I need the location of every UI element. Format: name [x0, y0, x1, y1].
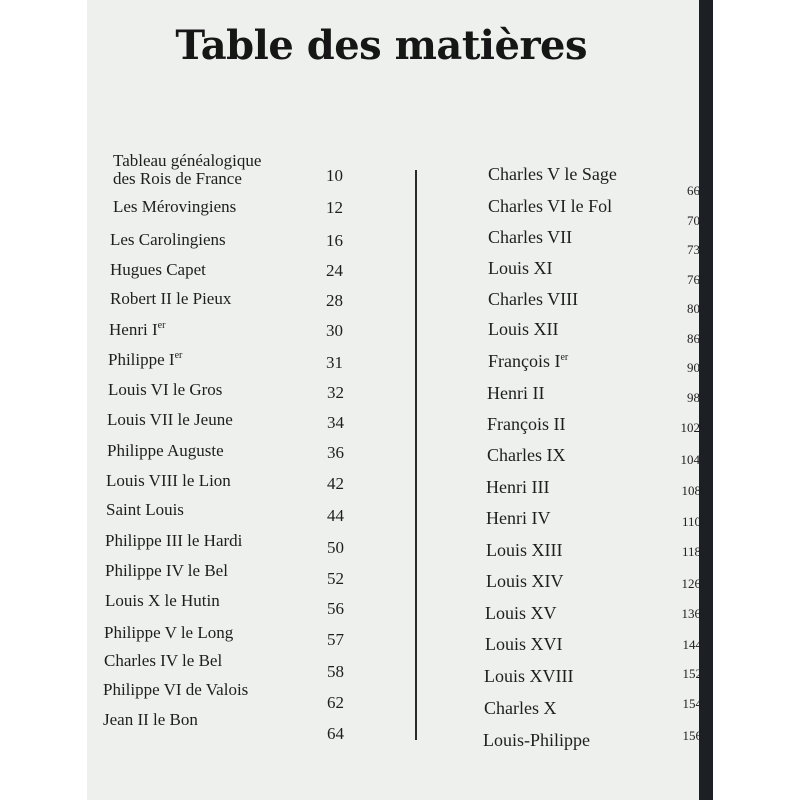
toc-entry-title: [488, 320, 559, 338]
column-divider: [415, 170, 417, 740]
toc-entry-label: Charles V le Sage: [488, 164, 617, 184]
toc-entry-label: Charles VIII: [488, 289, 579, 309]
toc-page-number: 12: [326, 198, 343, 217]
toc-entry-label: Jean II le Bon: [103, 710, 198, 729]
toc-page-number: 32: [327, 383, 344, 402]
toc-page-number: 86: [687, 331, 700, 346]
ordinal-superscript: er: [560, 352, 569, 363]
toc-entry-title: [103, 681, 248, 699]
toc-page-number: 90: [687, 360, 700, 375]
toc-page-number: 156: [682, 728, 702, 743]
toc-page-number: 52: [327, 569, 344, 588]
toc-page-number: 62: [327, 693, 344, 712]
toc-entry-label: Philippe VI de Valois: [103, 680, 249, 699]
toc-page-number: 64: [327, 724, 344, 743]
toc-entry-label: Louis X le Hutin: [105, 591, 220, 610]
toc-entry-title: [103, 711, 198, 729]
toc-entry-title: [105, 592, 220, 610]
toc-entry-label: Louis XI: [488, 258, 553, 278]
toc-entry-title: [488, 165, 617, 183]
toc-entry-label: Robert II le Pieux: [110, 289, 232, 308]
toc-entry-label: Louis XVIII: [484, 666, 574, 686]
toc-entry-title: [105, 532, 242, 550]
toc-entry-title: [485, 635, 563, 653]
toc-entry-title: [487, 415, 565, 433]
toc-entry-label: Louis XIV: [486, 571, 564, 591]
ordinal-superscript: er: [157, 320, 166, 331]
toc-entry-title: [484, 667, 573, 685]
toc-entry-label: Hugues Capet: [110, 260, 206, 279]
toc-page-number: 104: [680, 452, 700, 467]
toc-entry-title: [488, 352, 568, 370]
toc-entry-label: Les Mérovingiens: [113, 197, 237, 216]
toc-page-number: 58: [327, 662, 344, 681]
toc-page-number: 108: [681, 483, 701, 498]
toc-page-number: 50: [327, 538, 344, 557]
toc-page-number: 144: [682, 637, 702, 652]
toc-entry-title: [104, 624, 233, 642]
toc-entry-title: [113, 198, 236, 216]
toc-page-number: 36: [327, 443, 344, 462]
toc-page-number: 24: [326, 261, 343, 280]
toc-page-number: 154: [682, 696, 702, 711]
toc-entry-label: Charles IX: [487, 445, 566, 465]
toc-entry-label: Les Carolingiens: [110, 230, 226, 249]
toc-entry-label: Charles IV le Bel: [104, 651, 223, 670]
toc-entry-title: [107, 442, 224, 460]
toc-entry-label: Henri IV: [486, 508, 551, 528]
toc-entry-label: François I: [488, 351, 561, 371]
toc-page-number: 44: [327, 506, 344, 525]
toc-page-number: 16: [326, 231, 343, 250]
toc-entry-title: [110, 290, 231, 308]
toc-entry-title-line: Tableau généalogique: [113, 151, 262, 170]
toc-entry-label: Henri III: [486, 477, 550, 497]
toc-entry-title: [105, 562, 228, 580]
toc-entry-label: Louis VIII le Lion: [106, 471, 231, 490]
toc-page-number: 66: [687, 183, 700, 198]
toc-entry-title: [108, 381, 222, 399]
toc-entry-label: Philippe III le Hardi: [105, 531, 243, 550]
toc-entry-label: Henri I: [109, 320, 158, 339]
toc-entry-label: Charles VII: [488, 227, 573, 247]
toc-entry-title: [110, 261, 206, 279]
toc-page-number: 110: [681, 514, 701, 529]
toc-entry-title: [486, 572, 564, 590]
toc-entry-title: [106, 472, 231, 490]
toc-entry-title: [488, 228, 572, 246]
toc-page-number: 42: [327, 474, 344, 493]
toc-page-number: 98: [687, 390, 700, 405]
toc-entry-title: [487, 446, 565, 464]
toc-page-number: 152: [682, 666, 702, 681]
toc-page-number: 80: [687, 301, 700, 316]
toc-page-number: 10: [326, 166, 343, 185]
toc-entry-label: Louis XIII: [486, 540, 563, 560]
toc-entry-title: [486, 478, 549, 496]
toc-entry-title: [484, 699, 556, 717]
toc-page-number: 30: [326, 321, 343, 340]
toc-entry-label: Philippe I: [108, 350, 175, 369]
toc-entry-label: Louis XII: [488, 319, 559, 339]
toc-entry-title: [106, 501, 184, 519]
toc-entry-label: Philippe IV le Bel: [105, 561, 228, 580]
toc-entry-label: Philippe Auguste: [107, 441, 224, 460]
toc-page-number: 56: [327, 599, 344, 618]
ordinal-superscript: er: [174, 350, 183, 361]
toc-page-number: 126: [681, 576, 701, 591]
toc-entry-label: François II: [487, 414, 566, 434]
toc-entry-label: Saint Louis: [106, 500, 184, 519]
toc-entry-label: Philippe V le Long: [104, 623, 234, 642]
toc-entry-title: [109, 321, 165, 339]
toc-entry-title: [483, 731, 590, 749]
toc-page-number: 118: [681, 544, 701, 559]
toc-entry-label: Louis XV: [485, 603, 557, 623]
toc-entry-title: [488, 197, 612, 215]
toc-entry-title: [113, 152, 261, 188]
toc-page-number: 76: [687, 272, 700, 287]
toc-page-number: 70: [687, 213, 700, 228]
toc-entry-label: Louis VI le Gros: [108, 380, 223, 399]
toc-page-number: 73: [687, 242, 700, 257]
toc-page-number: 28: [326, 291, 343, 310]
page-title: Table des matières: [175, 22, 587, 69]
toc-entry-title: [104, 652, 222, 670]
toc-entry-title: [108, 351, 182, 369]
toc-page-number: 136: [681, 606, 701, 621]
toc-page-number: 34: [327, 413, 344, 432]
toc-entry-label: Louis-Philippe: [483, 730, 590, 750]
toc-page-number: 31: [326, 353, 343, 372]
toc-page-number: 102: [680, 420, 700, 435]
toc-entry-title: [110, 231, 226, 249]
toc-page-number: 57: [327, 630, 344, 649]
toc-entry-title: [488, 259, 553, 277]
toc-entry-title: [486, 541, 562, 559]
toc-entry-label: Henri II: [487, 383, 545, 403]
toc-entry-label: Charles X: [484, 698, 557, 718]
toc-entry-title: [107, 411, 233, 429]
toc-entry-label: Charles VI le Fol: [488, 196, 613, 216]
toc-entry-title: [486, 509, 550, 527]
toc-entry-label: Louis XVI: [485, 634, 563, 654]
toc-entry-label: Louis VII le Jeune: [107, 410, 233, 429]
toc-entry-title: [487, 384, 544, 402]
toc-entry-title: [488, 290, 578, 308]
toc-entry-title: [485, 604, 557, 622]
toc-entry-title-line: des Rois de France: [113, 169, 242, 188]
